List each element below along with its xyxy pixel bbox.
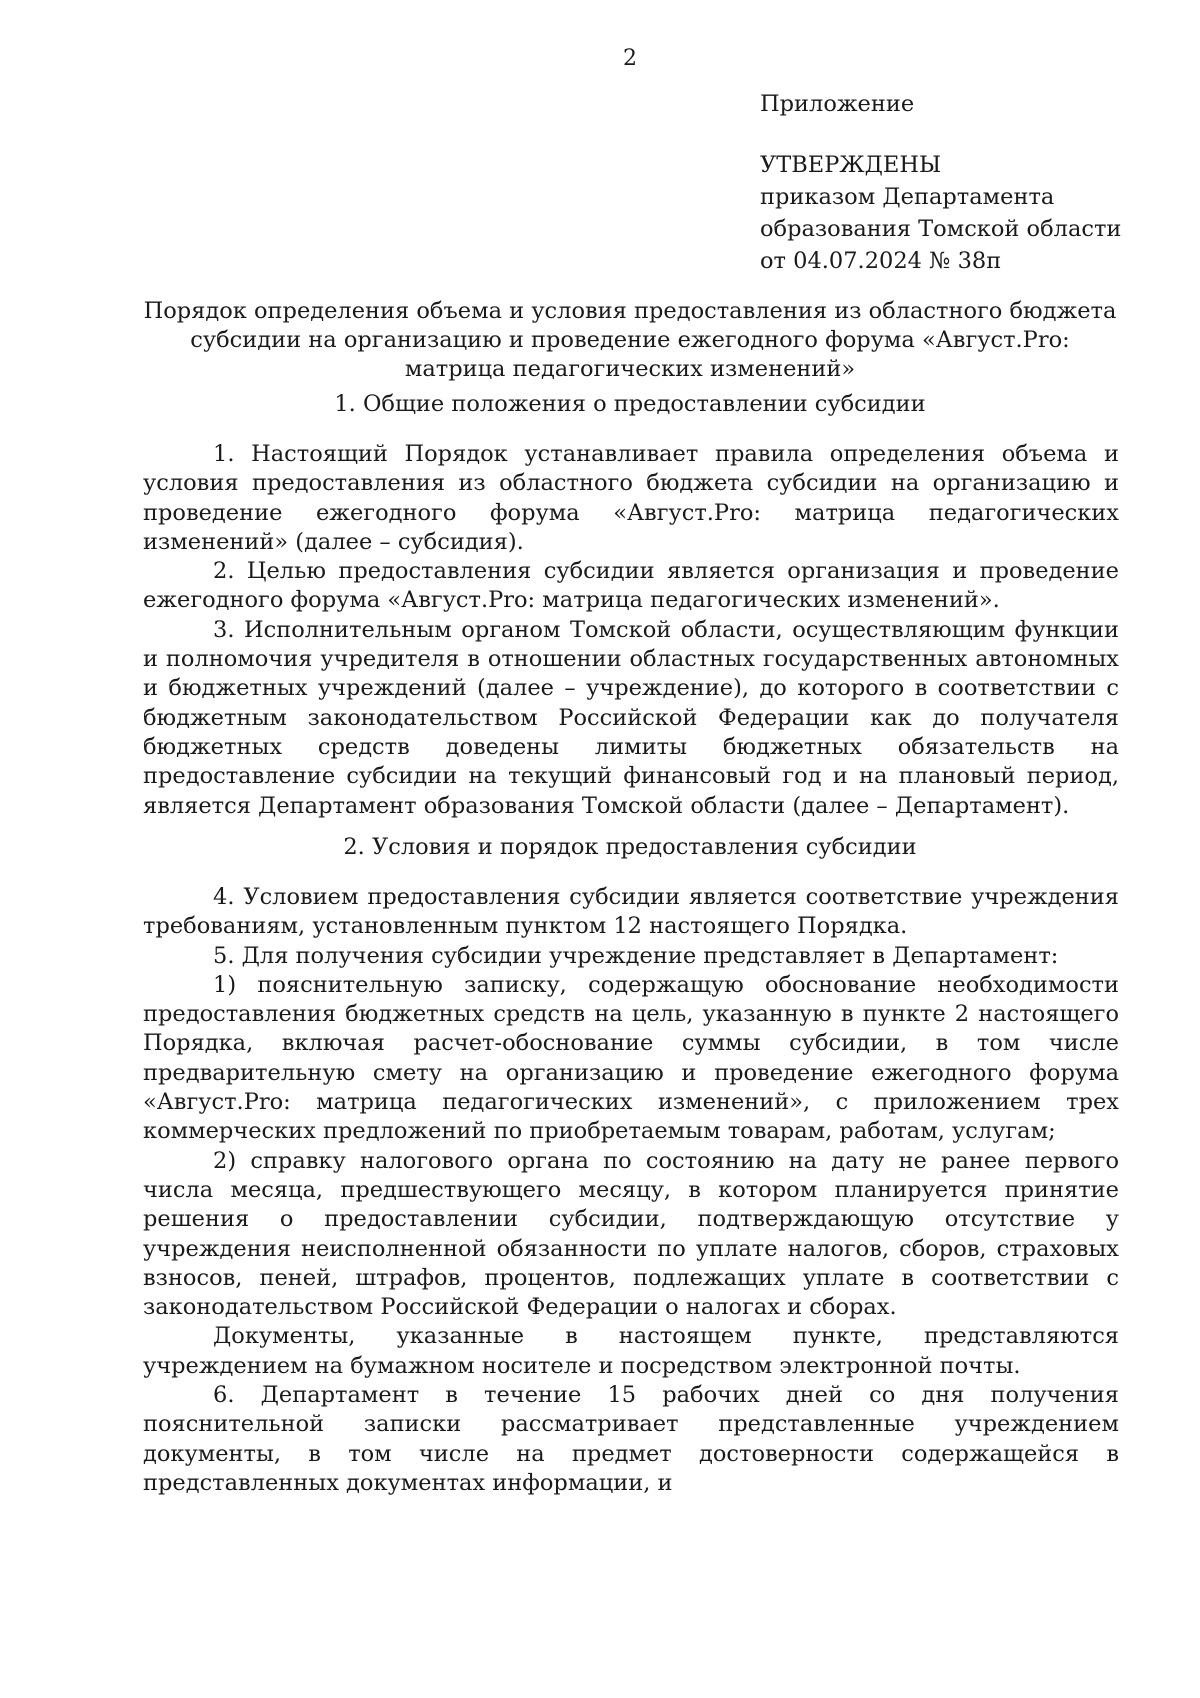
paragraph: 6. Департамент в течение 15 рабочих дней со дня получения пояснительной записки рассматривает представленные учреждением документы, в том числе на предмет достоверности содержащейся в представленных документах информации, и xyxy=(143,1382,1119,1496)
section-1-heading: 1. Общие положения о предоставлении субсидии xyxy=(334,391,926,417)
section-2-body xyxy=(143,883,1119,1498)
paragraph: 2) справку налогового органа по состоянию на дату не ранее первого числа месяца, предшествующего месяцу, в котором планируется принятие решения о предоставлении субсидии, подтверждающую отсутствие у учреждения неисполненной обязанности по уплате налогов, сборов, страховых взносов, пеней, штрафов, процентов, подлежащих уплате в соответствии с законодательством Российской Федерации о налогах и сборах. xyxy=(143,1147,1119,1321)
paragraph: Документы, указанные в настоящем пункте, представляются учреждением на бумажном носителе и посредством электронной почты. xyxy=(143,1323,1119,1379)
paragraph: 1) пояснительную записку, содержащую обоснование необходимости предоставления бюджетных средств на цель, указанную в пункте 2 настоящего Порядка, включая расчет-обоснование суммы субсидии, в том числе предварительную смету на организацию и проведение ежегодного форума «Август.Pro: матрица педагогических изменений», с приложением трех коммерческих предложений по приобретаемым товарам, работам, услугам; xyxy=(143,971,1119,1145)
page-number: 2 xyxy=(623,46,637,71)
approval-line-1: приказом Департамента xyxy=(760,184,1055,210)
approval-line-3: от 04.07.2024 № 38п xyxy=(760,248,1002,274)
document-title: Порядок определения объема и условия предоставления из областного бюджета субсидии на организацию и проведение ежегодного форума «Август.Pro: матрица педагогических изменений» xyxy=(143,298,1117,382)
approval-block xyxy=(760,88,1180,277)
paragraph: 5. Для получения субсидии учреждение представляет в Департамент: xyxy=(213,942,1059,969)
section-1-body xyxy=(143,440,1119,821)
approved-label: УТВЕРЖДЕНЫ xyxy=(760,152,942,178)
paragraph: 3. Исполнительным органом Томской области, осуществляющим функции и полномочия учредителя в отношении областных государственных автономных и бюджетных учреждений (далее – учреждение), до которого в соответствии с бюджетным законодательством Российской Федерации как до получателя бюджетных средств доведены лимиты бюджетных обязательств на предоставление субсидии на текущий финансовый год и на плановый период, является Департамент образования Томской области (далее – Департамент). xyxy=(143,616,1119,819)
paragraph: 2. Целью предоставления субсидии является организация и проведение ежегодного форума «Август.Pro: матрица педагогических изменений». xyxy=(143,558,1119,614)
appendix-label: Приложение xyxy=(760,91,915,117)
section-2-heading: 2. Условия и порядок предоставления субсидии xyxy=(343,834,917,860)
paragraph: 1. Настоящий Порядок устанавливает правила определения объема и условия предоставления из областного бюджета субсидии на организацию и проведение ежегодного форума «Август.Pro: матрица педагогических изменений» (далее – субсидия). xyxy=(143,441,1119,555)
paragraph: 4. Условием предоставления субсидии является соответствие учреждения требованиям, установленным пунктом 12 настоящего Порядка. xyxy=(143,884,1119,940)
approval-line-2: образования Томской области xyxy=(760,216,1122,242)
